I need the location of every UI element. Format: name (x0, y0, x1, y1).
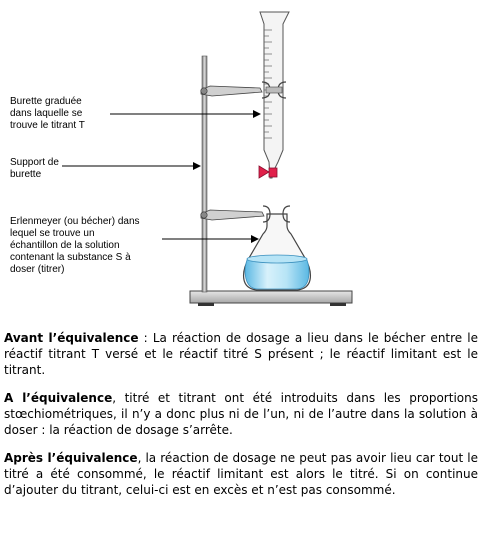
paragraph-body: , la réaction de dosage ne peut pas avoir lieu car tout le titré a été consommé, le réactif limitant est alors le titré. Si on continue d’ajouter du titrant, celui-ci est en excès et n’est pas consommé. (4, 451, 478, 497)
erlenmeyer-label: Erlenmeyer (ou bécher) dans lequel se trouve un échantillon de la solution contenant la substance S à doser (titrer) (10, 216, 140, 275)
paragraph-before-equivalence (4, 330, 478, 378)
paragraph-title: Après l’équivalence (4, 451, 138, 465)
explanation-text (4, 330, 478, 510)
burette-label: Burette graduée dans laquelle se trouve le titrant T (10, 96, 85, 131)
paragraph-body: : La réaction de dosage a lieu dans le bécher entre le réactif titrant T versé et le réactif titré S présent ; le réactif limitant est le titrant. (4, 331, 479, 377)
burette (260, 12, 289, 178)
paragraph-after-equivalence (4, 450, 478, 498)
support-label: Support de burette (10, 157, 59, 180)
erlenmeyer-flask (244, 214, 311, 290)
burette-stopcock (259, 166, 277, 178)
paragraph-at-equivalence (4, 390, 478, 438)
stand-base (190, 291, 352, 306)
paragraph-body: , titré et titrant ont été introduits dans les proportions stœchiométriques, il n’y a donc plus ni de l’un, ni de l’autre dans la solution à doser : la réaction de dosage s’arrête. (4, 391, 478, 437)
paragraph-title: Avant l’équivalence (4, 331, 139, 345)
paragraph-title: A l’équivalence (4, 391, 113, 405)
